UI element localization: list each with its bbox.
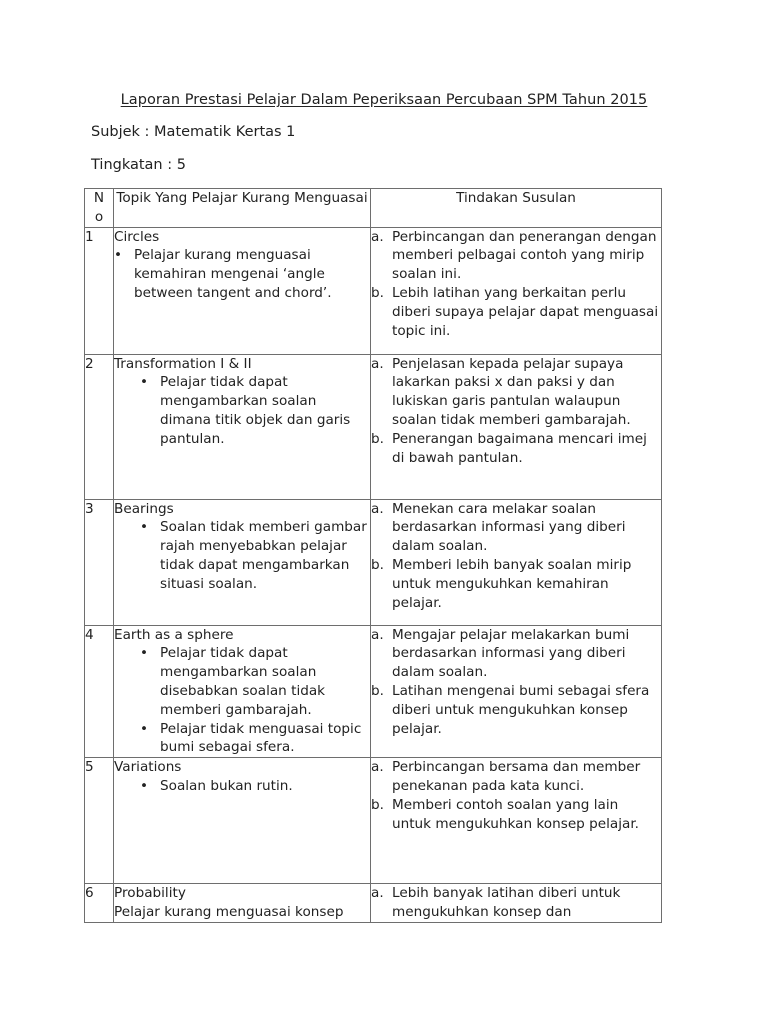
table-header-row <box>85 189 662 228</box>
report-title: Laporan Prestasi Pelajar Dalam Peperiksaan Percubaan SPM Tahun 2015 <box>120 92 648 108</box>
form-level-line: Tingkatan : 5 <box>91 157 186 173</box>
header-topik: Topik Yang Pelajar Kurang Menguasai <box>114 189 371 228</box>
table-row <box>85 354 662 499</box>
topic-cell <box>114 758 371 884</box>
action-item: a. Perbincangan bersama dan member penekanan pada kata kunci. <box>371 759 641 794</box>
topic-name: Earth as a sphere <box>114 626 234 643</box>
action-cell <box>371 758 662 884</box>
list-marker: b. <box>371 284 384 301</box>
topic-cell <box>114 499 371 625</box>
topic-point: • Soalan tidak memberi gambar rajah menyebabkan pelajar tidak dapat mengambarkan situasi soalan. <box>140 519 367 592</box>
action-item: b. Latihan mengenai bumi sebagai sfera diberi untuk mengukuhkan konsep pelajar. <box>371 682 650 737</box>
list-marker: b. <box>371 430 384 447</box>
action-item: b. Memberi contoh soalan yang lain untuk mengukuhkan konsep pelajar. <box>371 796 640 832</box>
bullet-marker: • <box>140 374 149 391</box>
topic-name: Bearings <box>114 500 174 517</box>
topic-name: Transformation I & II <box>114 355 252 372</box>
action-item: a. Penjelasan kepada pelajar supaya lakarkan paksi x dan paksi y dan lukiskan garis pantulan walaupun soalan tidak memberi gambarajah. <box>371 355 631 428</box>
topic-point: • Pelajar tidak dapat mengambarkan soalan disebabkan soalan tidak memberi gambarajah. <box>140 645 326 718</box>
list-marker: a. <box>371 228 384 245</box>
action-list <box>371 355 661 468</box>
topic-points <box>114 777 370 796</box>
row-number: 5 <box>85 758 114 884</box>
topic-cell <box>114 354 371 499</box>
action-cell <box>371 625 662 758</box>
action-list <box>371 228 661 341</box>
topic-point: • Pelajar tidak menguasai topic bumi sebagai sfera. <box>140 720 362 756</box>
list-marker: a. <box>371 759 384 776</box>
action-list <box>371 500 661 613</box>
topic-point: • Pelajar kurang menguasai kemahiran mengenai ‘angle between tangent and chord’. <box>114 247 332 301</box>
action-cell <box>371 884 662 923</box>
report-table <box>84 188 662 923</box>
row-number: 2 <box>85 354 114 499</box>
topic-cell <box>114 884 371 923</box>
table-row <box>85 227 662 354</box>
list-marker: a. <box>371 626 384 643</box>
bullet-marker: • <box>114 247 123 264</box>
topic-name: Probability <box>114 885 186 902</box>
topic-note: Pelajar kurang menguasai konsep <box>114 903 344 920</box>
list-marker: b. <box>371 682 384 699</box>
topic-points <box>114 644 370 757</box>
topic-points <box>114 373 370 448</box>
topic-name: Variations <box>114 759 182 776</box>
topic-points <box>114 246 370 302</box>
list-marker: a. <box>371 885 384 902</box>
header-no-line1: N <box>93 190 105 206</box>
action-item: a. Mengajar pelajar melakarkan bumi berdasarkan informasi yang diberi dalam soalan. <box>371 626 630 681</box>
topic-cell <box>114 227 371 354</box>
action-cell <box>371 354 662 499</box>
action-item: b. Lebih latihan yang berkaitan perlu diberi supaya pelajar dapat menguasai topic ini. <box>371 284 659 339</box>
topic-points <box>114 518 370 593</box>
table-row <box>85 625 662 758</box>
list-marker: a. <box>371 500 384 517</box>
list-marker: a. <box>371 355 384 372</box>
action-item: b. Penerangan bagaimana mencari imej di bawah pantulan. <box>371 430 647 466</box>
row-number: 6 <box>85 884 114 923</box>
action-item: a. Menekan cara melakar soalan berdasarkan informasi yang diberi dalam soalan. <box>371 500 626 555</box>
bullet-marker: • <box>140 519 149 536</box>
action-list <box>371 884 661 922</box>
row-number: 3 <box>85 499 114 625</box>
table-row <box>85 499 662 625</box>
bullet-marker: • <box>140 777 149 794</box>
list-marker: b. <box>371 796 384 813</box>
list-marker: b. <box>371 556 384 573</box>
action-item: b. Memberi lebih banyak soalan mirip untuk mengukuhkan kemahiran pelajar. <box>371 556 632 611</box>
table-row <box>85 884 662 923</box>
action-list <box>371 758 661 833</box>
subject-line: Subjek : Matematik Kertas 1 <box>91 124 296 140</box>
action-cell <box>371 499 662 625</box>
bullet-marker: • <box>140 645 149 662</box>
topic-point: • Soalan bukan rutin. <box>140 777 293 794</box>
action-item: a. Perbincangan dan penerangan dengan memberi pelbagai contoh yang mirip soalan ini. <box>371 228 657 283</box>
header-no-line2: o <box>94 208 104 225</box>
header-tindakan: Tindakan Susulan <box>371 189 662 228</box>
action-list <box>371 626 661 739</box>
row-number: 4 <box>85 625 114 758</box>
topic-name: Circles <box>114 228 160 245</box>
row-number: 1 <box>85 227 114 354</box>
action-item: a. Lebih banyak latihan diberi untuk mengukuhkan konsep dan <box>371 885 621 920</box>
table-row <box>85 758 662 884</box>
topic-point: • Pelajar tidak dapat mengambarkan soalan dimana titik objek dan garis pantulan. <box>140 374 351 447</box>
header-no <box>85 189 114 228</box>
bullet-marker: • <box>140 720 149 737</box>
topic-cell <box>114 625 371 758</box>
action-cell <box>371 227 662 354</box>
